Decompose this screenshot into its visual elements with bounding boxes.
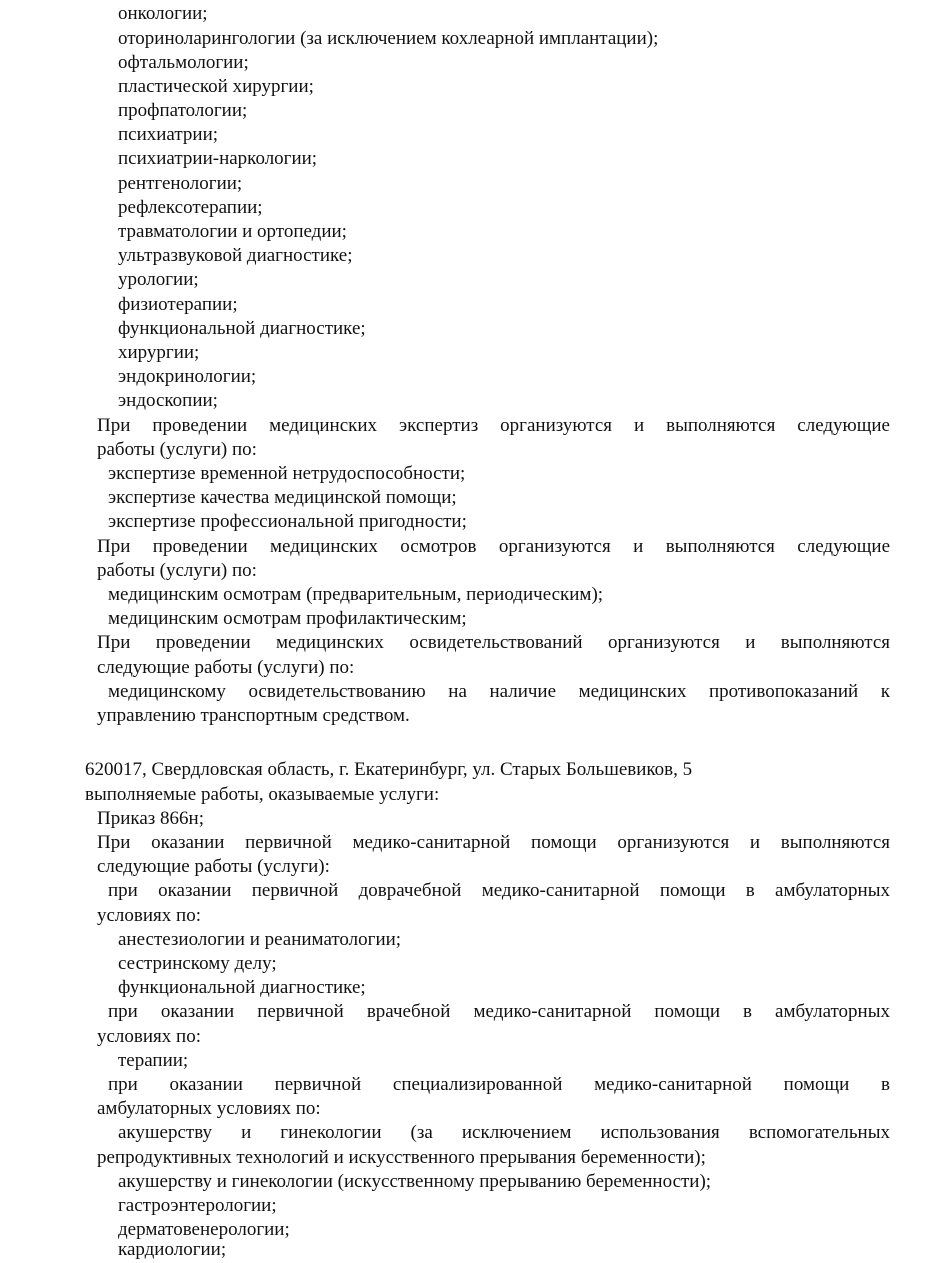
text-line: эндоскопии; xyxy=(118,390,218,411)
text-line: психиатрии-наркологии; xyxy=(118,148,318,169)
text-line: анестезиологии и реаниматологии; xyxy=(118,929,402,950)
paragraph-line: При проведении медицинских освидетельствований организуются и выполняются xyxy=(97,632,890,653)
text-line: медицинским осмотрам (предварительным, периодическим); xyxy=(108,584,604,605)
address-line: 620017, Свердловская область, г. Екатеринбург, ул. Старых Большевиков, 5 xyxy=(85,759,693,780)
text-line: акушерству и гинекологии (искусственному прерыванию беременности); xyxy=(118,1171,712,1192)
text-line: выполняемые работы, оказываемые услуги: xyxy=(85,784,440,805)
text-line: хирургии; xyxy=(118,342,200,363)
text-line: работы (услуги) по: xyxy=(97,439,257,460)
text-line: медицинским осмотрам профилактическим; xyxy=(108,608,467,629)
paragraph-line: При проведении медицинских осмотров организуются и выполняются следующие xyxy=(97,536,890,557)
text-line: профпатологии; xyxy=(118,100,248,121)
text-line: экспертизе временной нетрудоспособности; xyxy=(108,463,466,484)
text-line: работы (услуги) по: xyxy=(97,560,257,581)
text-line: сестринскому делу; xyxy=(118,953,277,974)
paragraph-line: При оказании первичной медико-санитарной помощи организуются и выполняются xyxy=(97,832,890,853)
text-line: онкологии; xyxy=(118,3,208,24)
text-line: эндокринологии; xyxy=(118,366,257,387)
text-line: урологии; xyxy=(118,269,199,290)
text-line: кардиологии; xyxy=(118,1239,227,1260)
paragraph-line: при оказании первичной специализированной медико-санитарной помощи в xyxy=(108,1074,890,1095)
text-line: физиотерапии; xyxy=(118,294,238,315)
paragraph-line: медицинскому освидетельствованию на наличие медицинских противопоказаний к xyxy=(108,681,890,702)
text-line: условиях по: xyxy=(97,905,201,926)
text-line: гастроэнтерологии; xyxy=(118,1195,277,1216)
text-line: управлению транспортным средством. xyxy=(97,705,410,726)
text-line: ультразвуковой диагностике; xyxy=(118,245,353,266)
paragraph-line: При проведении медицинских экспертиз организуются и выполняются следующие xyxy=(97,415,890,436)
text-line: оториноларингологии (за исключением кохлеарной имплантации); xyxy=(118,28,659,49)
text-line: условиях по: xyxy=(97,1026,201,1047)
paragraph-line: при оказании первичной доврачебной медико-санитарной помощи в амбулаторных xyxy=(108,880,890,901)
text-line: следующие работы (услуги): xyxy=(97,856,330,877)
text-line: дерматовенерологии; xyxy=(118,1219,290,1240)
text-line: офтальмологии; xyxy=(118,52,249,73)
text-line: репродуктивных технологий и искусственного прерывания беременности); xyxy=(97,1147,706,1168)
text-line: психиатрии; xyxy=(118,124,219,145)
text-line: рефлексотерапии; xyxy=(118,197,263,218)
text-line: следующие работы (услуги) по: xyxy=(97,657,355,678)
paragraph-line: акушерству и гинекологии (за исключением использования вспомогательных xyxy=(118,1122,890,1143)
text-line: травматологии и ортопедии; xyxy=(118,221,347,242)
text-line: пластической хирургии; xyxy=(118,76,314,97)
text-line: Приказ 866н; xyxy=(97,808,204,829)
text-line: амбулаторных условиях по: xyxy=(97,1098,321,1119)
paragraph-line: при оказании первичной врачебной медико-санитарной помощи в амбулаторных xyxy=(108,1001,890,1022)
text-line: терапии; xyxy=(118,1050,189,1071)
text-line: функциональной диагностике; xyxy=(118,318,366,339)
text-line: функциональной диагностике; xyxy=(118,977,366,998)
text-line: экспертизе качества медицинской помощи; xyxy=(108,487,457,508)
text-line: экспертизе профессиональной пригодности; xyxy=(108,511,467,532)
text-line: рентгенологии; xyxy=(118,173,243,194)
